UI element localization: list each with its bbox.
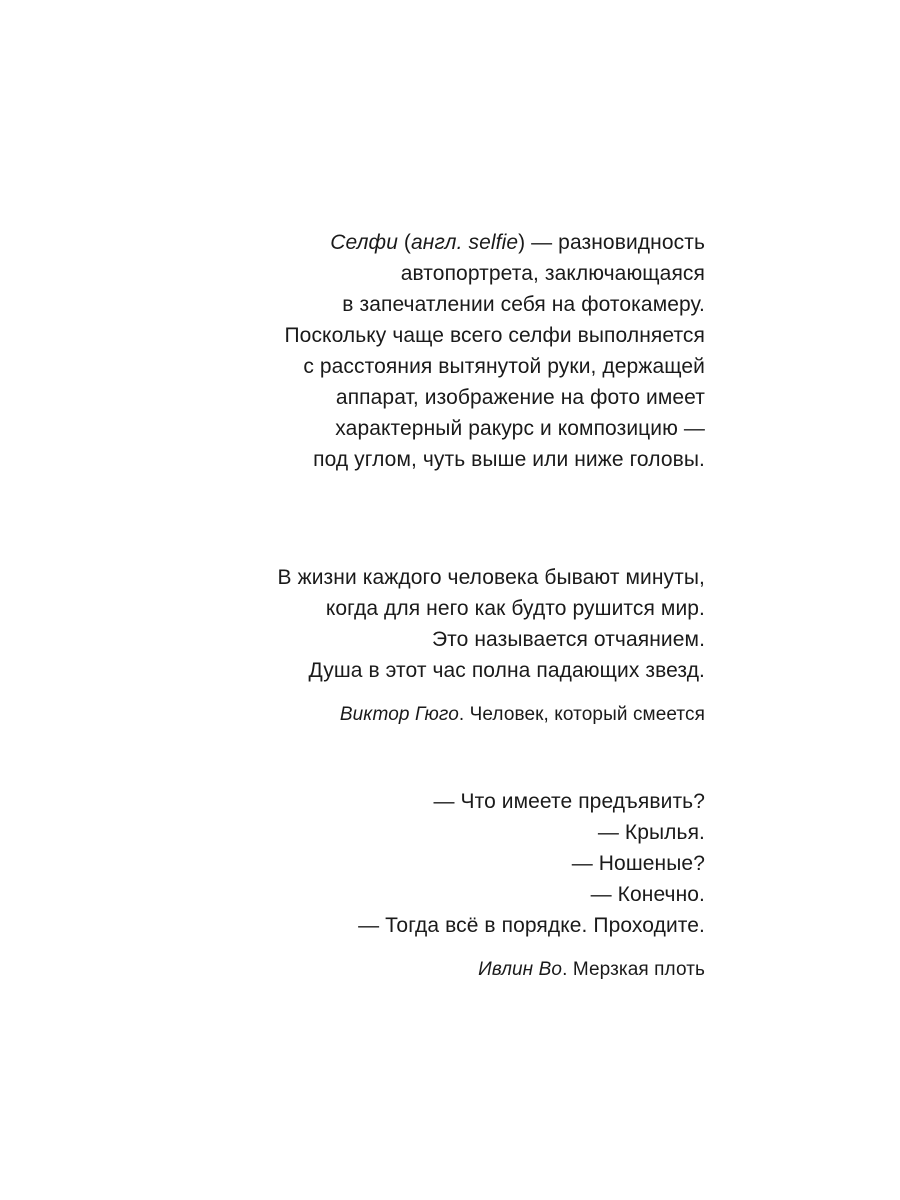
definition-line: Поскольку чаще всего селфи выполняется	[284, 324, 705, 347]
epigraph-waugh	[358, 786, 705, 985]
definition-line: с расстояния вытянутой руки, держащей	[303, 355, 705, 378]
epigraph-line: В жизни каждого человека бывают минуты,	[277, 566, 705, 589]
definition-first-line-rest: ) — разновидность	[518, 231, 705, 254]
dialogue-line: — Тогда всё в порядке. Проходите.	[358, 914, 705, 937]
attribution-work: . Человек, который смеется	[458, 704, 705, 725]
epigraph-line: Душа в этот час полна падающих звезд.	[308, 659, 705, 682]
definition-paragraph	[284, 227, 705, 475]
attribution-work: . Мерзкая плоть	[562, 959, 705, 980]
dialogue-line: — Что имеете предъявить?	[433, 790, 705, 813]
definition-line: характерный ракурс и композицию —	[335, 417, 705, 440]
epigraph-attribution	[358, 954, 705, 985]
definition-line-1	[284, 227, 705, 258]
definition-line: аппарат, изображение на фото имеет	[335, 386, 705, 409]
definition-line: под углом, чуть выше или ниже головы.	[313, 448, 705, 471]
definition-open-paren: (	[397, 231, 412, 254]
definition-line: в запечатлении себя на фотокамеру.	[342, 293, 705, 316]
dialogue-line: — Ношеные?	[571, 852, 705, 875]
definition-term: Селфи	[330, 231, 398, 254]
definition-word: selfie	[468, 231, 519, 254]
attribution-author: Виктор Гюго	[339, 704, 459, 725]
definition-abbr: англ.	[411, 231, 463, 254]
dialogue-line: — Конечно.	[590, 883, 705, 906]
epigraph-line: когда для него как будто рушится мир.	[325, 597, 705, 620]
epigraph-attribution	[278, 699, 705, 730]
dialogue-line: — Крылья.	[597, 821, 705, 844]
definition-line: автопортрета, заключающаяся	[400, 262, 705, 285]
attribution-author: Ивлин Во	[478, 959, 563, 980]
epigraph-line: Это называется отчаянием.	[431, 628, 705, 651]
epigraph-hugo	[278, 562, 705, 730]
